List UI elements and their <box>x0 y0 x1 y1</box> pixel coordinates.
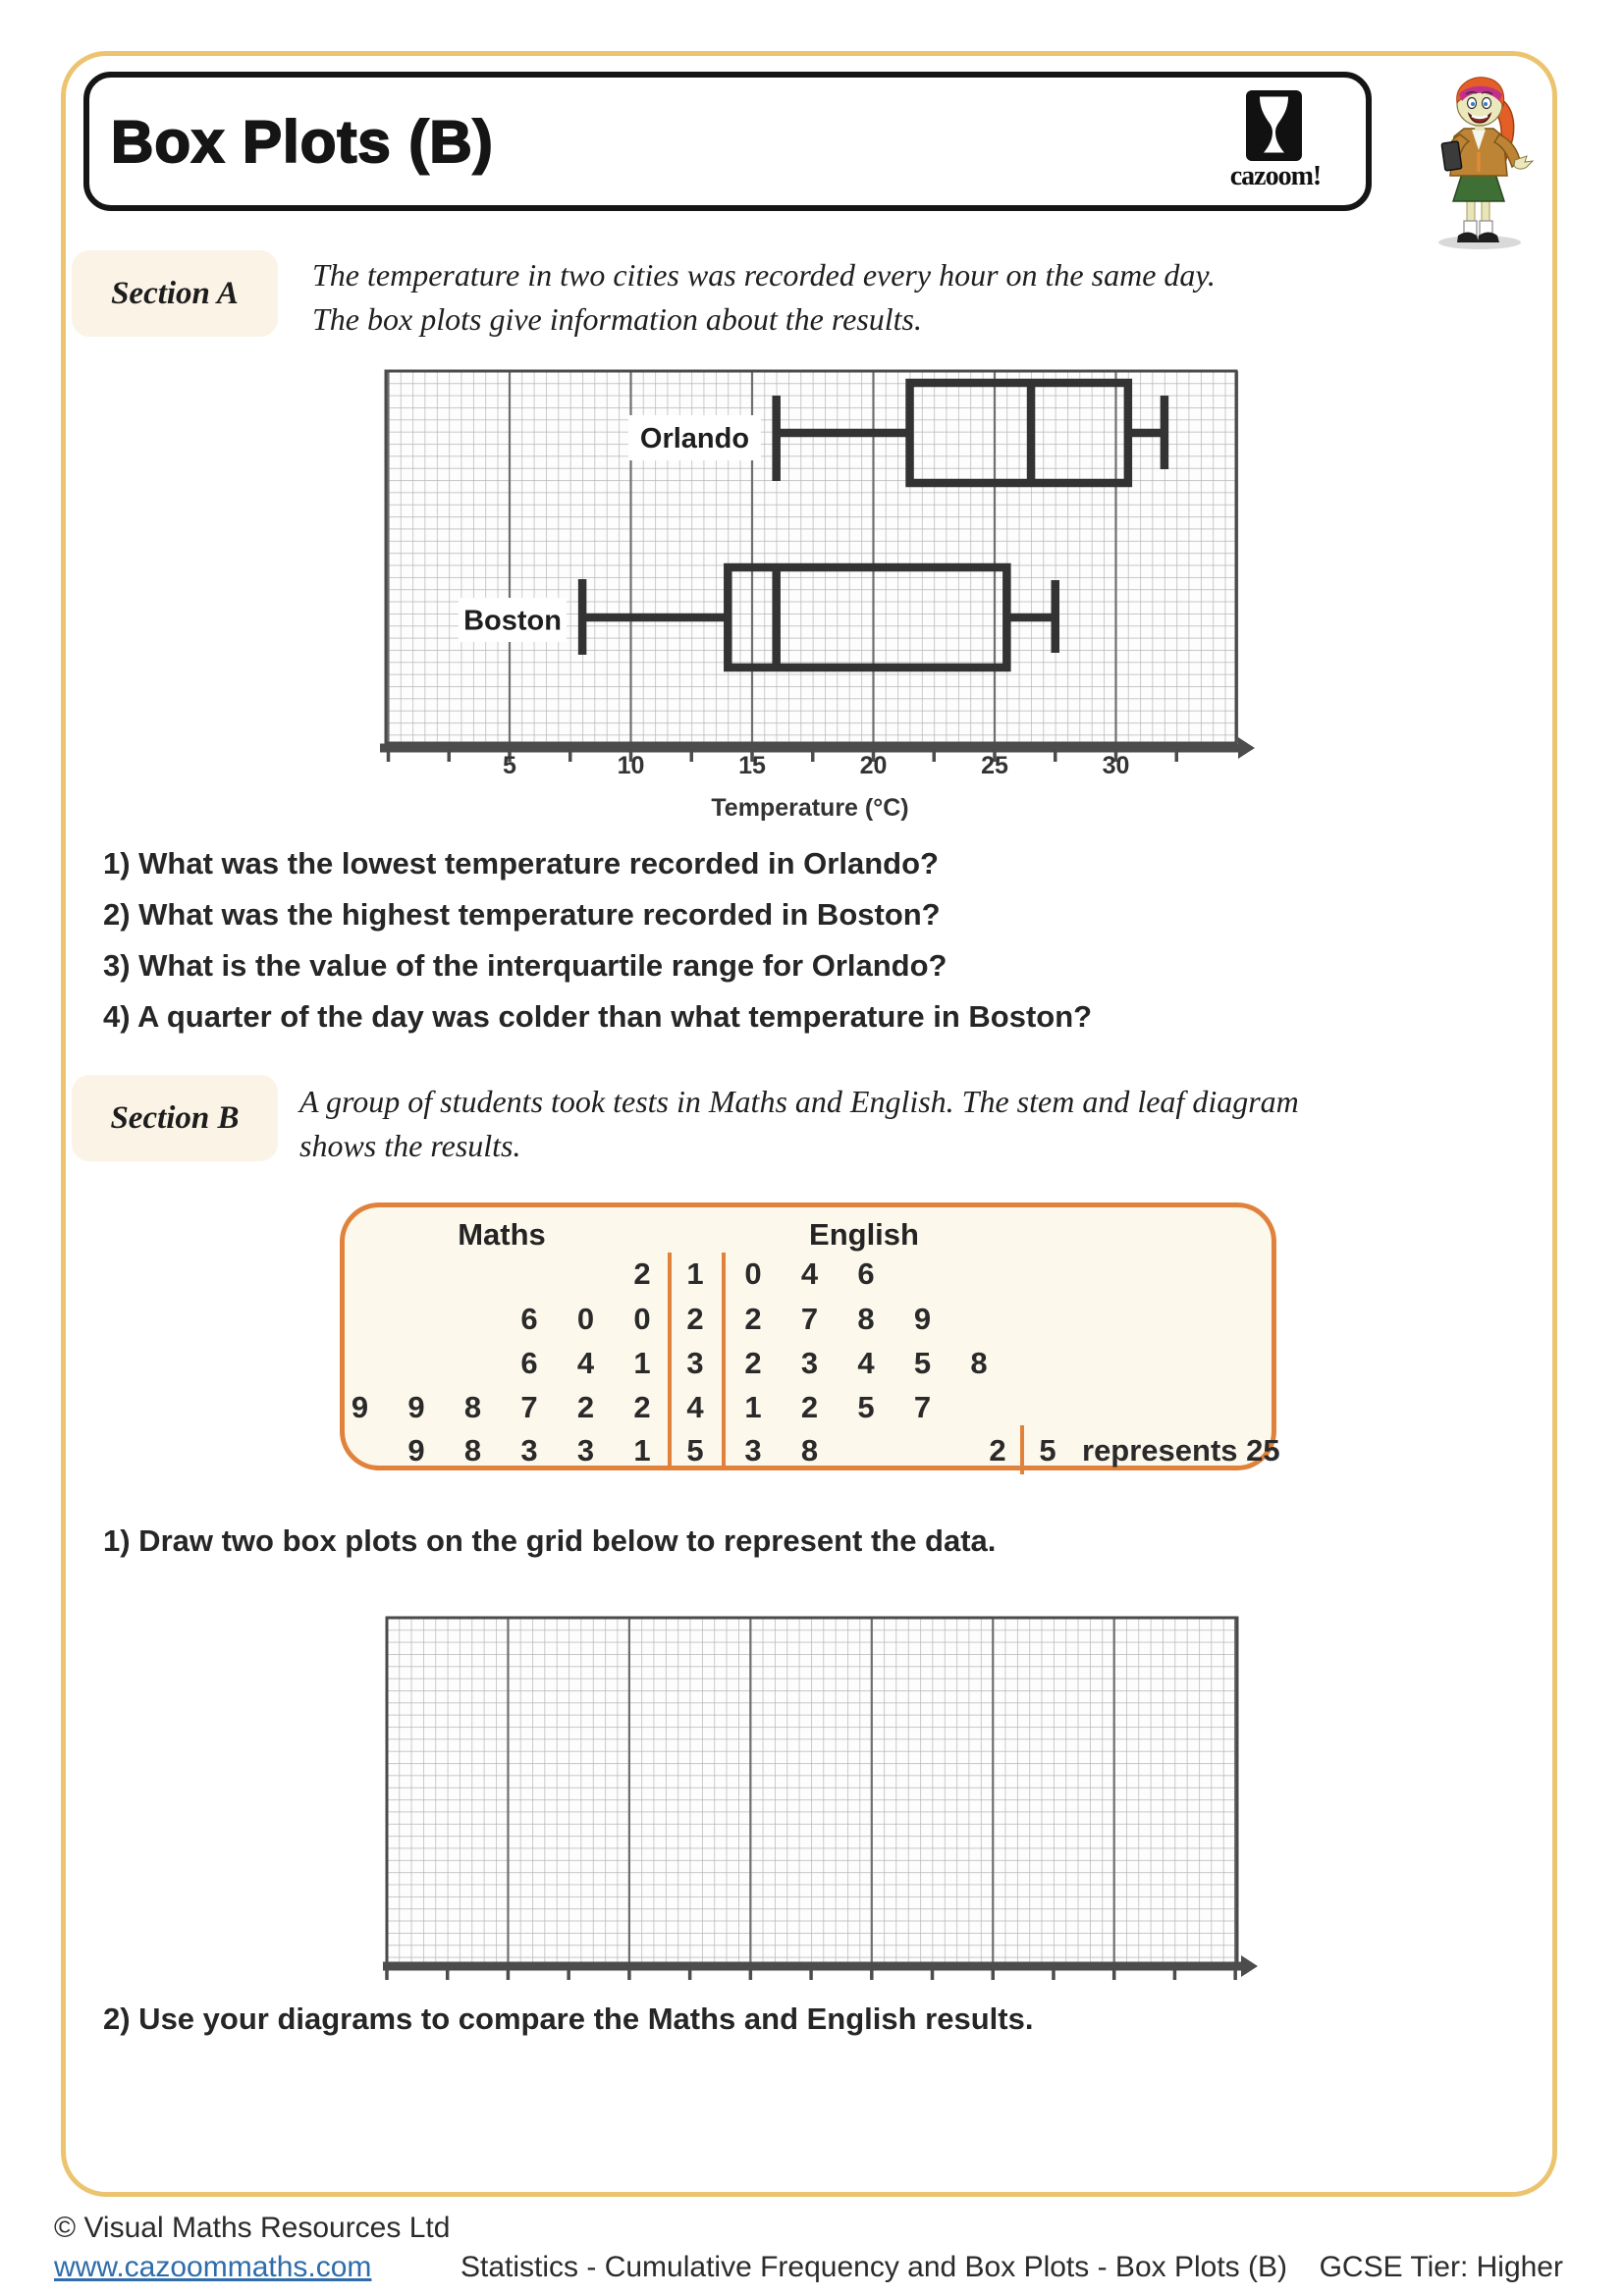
key-text: represents 25 <box>1082 1433 1280 1468</box>
maths-leaf: 9 <box>407 1390 425 1424</box>
maths-leaf: 4 <box>576 1346 595 1380</box>
english-leaf: 3 <box>744 1433 762 1468</box>
english-leaf: 5 <box>857 1390 875 1424</box>
maths-leaf: 2 <box>576 1390 595 1424</box>
english-leaf: 0 <box>744 1256 762 1291</box>
english-leaf: 8 <box>857 1302 875 1336</box>
section-a-label: Section A <box>111 275 239 311</box>
stem-digit: 5 <box>686 1433 704 1468</box>
english-leaf: 2 <box>744 1302 762 1336</box>
series-label: Boston <box>463 605 562 637</box>
stem-divider-left <box>668 1253 672 1468</box>
english-leaf: 4 <box>857 1346 875 1380</box>
english-leaf: 3 <box>800 1346 819 1380</box>
maths-leaf: 1 <box>633 1433 651 1468</box>
axis-tick-label: 15 <box>738 752 766 779</box>
axis-tick-label: 25 <box>981 752 1008 779</box>
maths-leaf: 1 <box>633 1346 651 1380</box>
section-a-question-4: 4) A quarter of the day was colder than what temperature in Boston? <box>103 999 1093 1034</box>
goblet-icon <box>1246 90 1302 161</box>
key-stem-digit: 2 <box>989 1433 1006 1468</box>
footer-topic: Statistics - Cumulative Frequency and Box Plots - Box Plots (B) <box>460 2251 1287 2283</box>
title-box <box>83 72 1372 211</box>
maths-leaf: 7 <box>520 1390 538 1424</box>
maths-leaf: 6 <box>520 1302 538 1336</box>
english-leaf: 5 <box>913 1346 932 1380</box>
cazoom-logo-icon <box>1246 90 1302 161</box>
mascot-girl-illustration <box>1417 74 1539 252</box>
english-leaf: 2 <box>800 1390 819 1424</box>
maths-leaf: 2 <box>633 1256 651 1291</box>
maths-leaf: 3 <box>576 1433 595 1468</box>
section-b-intro <box>299 1080 1299 1168</box>
english-leaf: 4 <box>800 1256 819 1291</box>
temperature-boxplot-chart <box>378 365 1257 827</box>
cazoom-logo-text: cazoom! <box>1229 161 1322 191</box>
english-leaf: 7 <box>800 1302 819 1336</box>
section-b-question1: 1) Draw two box plots on the grid below to represent the data. <box>103 1523 997 1558</box>
english-leaf: 1 <box>744 1390 762 1424</box>
section-a-question-3: 3) What is the value of the interquartile range for Orlando? <box>103 948 947 983</box>
english-leaf: 9 <box>913 1302 932 1336</box>
x-axis-arrow-icon <box>1241 1955 1258 1977</box>
maths-leaf: 9 <box>351 1390 369 1424</box>
maths-leaf: 3 <box>520 1433 538 1468</box>
maths-leaf: 6 <box>520 1346 538 1380</box>
section-a-question-2: 2) What was the highest temperature recorded in Boston? <box>103 897 941 932</box>
section-b-intro-line2: shows the results. <box>299 1128 521 1163</box>
english-leaf: 2 <box>744 1346 762 1380</box>
series-label: Orlando <box>639 423 750 454</box>
stem-leaf-maths-header: Maths <box>458 1217 546 1252</box>
maths-leaf: 0 <box>576 1302 595 1336</box>
section-b-intro-line1: A group of students took tests in Maths and English. The stem and leaf diagram <box>299 1084 1299 1119</box>
minor-gridlines <box>386 371 1236 743</box>
maths-leaf: 8 <box>463 1433 482 1468</box>
stem-digit: 4 <box>686 1390 704 1424</box>
english-leaf: 8 <box>970 1346 988 1380</box>
maths-leaf: 2 <box>633 1390 651 1424</box>
english-leaf: 6 <box>857 1256 875 1291</box>
stem-digit: 3 <box>686 1346 704 1380</box>
stem-leaf-english-header: English <box>809 1217 919 1252</box>
axis-tick-label: 20 <box>859 752 888 779</box>
section-a-intro-line1: The temperature in two cities was recorded every hour on the same day. <box>312 257 1216 293</box>
section-b-badge <box>72 1075 278 1161</box>
blank-drawing-grid <box>381 1615 1260 1993</box>
section-a-intro-line2: The box plots give information about the results. <box>312 301 922 337</box>
footer-website-link[interactable]: www.cazoommaths.com <box>54 2251 372 2283</box>
maths-leaf: 9 <box>407 1433 425 1468</box>
english-leaf: 7 <box>913 1390 932 1424</box>
axis-tick-label: 5 <box>503 752 516 779</box>
english-leaf: 8 <box>800 1433 819 1468</box>
maths-leaf: 8 <box>463 1390 482 1424</box>
section-a-questions <box>103 846 1092 1050</box>
maths-leaf: 0 <box>633 1302 651 1336</box>
axis-title: Temperature (°C) <box>711 794 909 822</box>
section-a-badge <box>72 250 278 337</box>
footer-copyright: © Visual Maths Resources Ltd <box>54 2212 451 2244</box>
minor-gridlines <box>387 1618 1237 1963</box>
section-a-question-1: 1) What was the lowest temperature recorded in Orlando? <box>103 846 939 881</box>
key-leaf-digit: 5 <box>1039 1433 1056 1468</box>
stem-digit: 2 <box>686 1302 704 1336</box>
section-a-intro <box>312 253 1216 342</box>
x-axis-arrow-icon <box>1238 737 1255 759</box>
stem-divider-right <box>722 1253 726 1468</box>
section-b-label: Section B <box>110 1099 240 1136</box>
axis-tick-label: 30 <box>1102 752 1130 779</box>
page-title: Box Plots (B) <box>111 108 494 175</box>
section-b-question2: 2) Use your diagrams to compare the Maths and English results. <box>103 2002 1034 2036</box>
key-divider <box>1020 1425 1024 1474</box>
footer-tier: GCSE Tier: Higher <box>1319 2251 1563 2283</box>
stem-digit: 1 <box>686 1256 704 1291</box>
axis-tick-label: 10 <box>617 752 645 779</box>
